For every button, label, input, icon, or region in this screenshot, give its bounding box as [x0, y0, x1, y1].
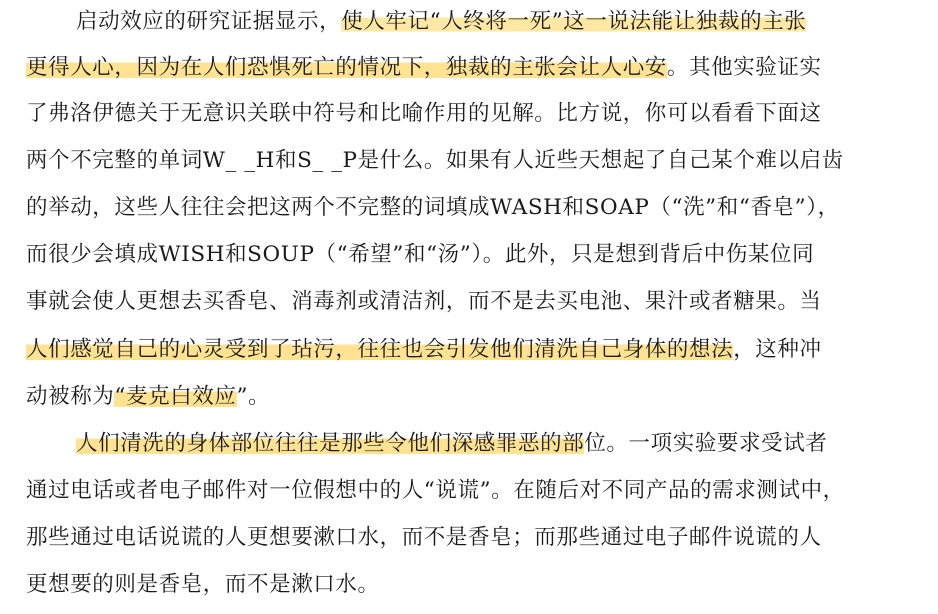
text-run: ”。 — [236, 384, 271, 409]
text-run: 的举动，这些人往往会把这两个不完整的词填成WASH和SOAP（“洗”和“香皂”）， — [26, 195, 840, 220]
highlight-run: 人们感觉自己的心灵受到了玷污，往往也会引发他们清洗自己身体的想法 — [26, 337, 734, 362]
paragraph-2-line-4 — [26, 565, 380, 605]
paragraph-1-line-3 — [26, 94, 822, 134]
paragraph-1-line-4 — [26, 141, 844, 181]
paragraph-1-line-8 — [26, 330, 822, 370]
paragraph-2-line-3 — [26, 518, 822, 558]
text-run: 位。一项实验要求受试者 — [584, 431, 828, 456]
paragraph-1-line-6 — [26, 235, 814, 275]
paragraph-2-line-2 — [26, 471, 845, 511]
text-run: 那些通过电话说谎的人更想要漱口水，而不是香皂；而那些通过电子邮件说谎的人 — [26, 525, 822, 550]
paragraph-1-line-2 — [26, 48, 822, 88]
text-run: 事就会使人更想去买香皂、消毒剂或清洁剂，而不是去买电池、果汁或者糖果。当 — [26, 289, 822, 314]
paragraph-1-line-5 — [26, 188, 840, 228]
text-run: 动被称为 — [26, 384, 115, 409]
paragraph-1-line-7 — [26, 282, 822, 322]
paragraph-2-line-1 — [76, 424, 827, 464]
text-run: 两个不完整的单词W_ _H和S_ _P是什么。如果有人近些天想起了自己某个难以启齿 — [26, 148, 844, 173]
highlight-run: “麦克白效应 — [114, 384, 237, 409]
text-run: 而很少会填成WISH和SOUP（“希望”和“汤”）。此外，只是想到背后中伤某位同 — [26, 242, 815, 267]
paragraph-1-line-1 — [76, 2, 806, 42]
text-run: ，这种冲 — [733, 337, 822, 362]
highlight-run: 人们清洗的身体部位往往是那些令他们深感罪恶的部 — [76, 431, 585, 456]
highlight-run: 使人牢记“人终将一死”这一说法能让独裁的主张 — [341, 9, 807, 34]
text-run: 。其他实验证实 — [666, 55, 822, 80]
text-run: 启动效应的研究证据显示， — [76, 9, 342, 34]
highlight-run: 更得人心，因为在人们恐惧死亡的情况下，独裁的主张会让人心安 — [26, 55, 667, 80]
text-run: 了弗洛伊德关于无意识关联中符号和比喻作用的见解。比方说，你可以看看下面这 — [26, 101, 822, 126]
paragraph-1-line-9 — [26, 377, 270, 417]
text-run: 通过电话或者电子邮件对一位假想中的人“说谎”。在随后对不同产品的需求测试中， — [26, 478, 845, 503]
text-run: 更想要的则是香皂，而不是漱口水。 — [26, 572, 380, 597]
